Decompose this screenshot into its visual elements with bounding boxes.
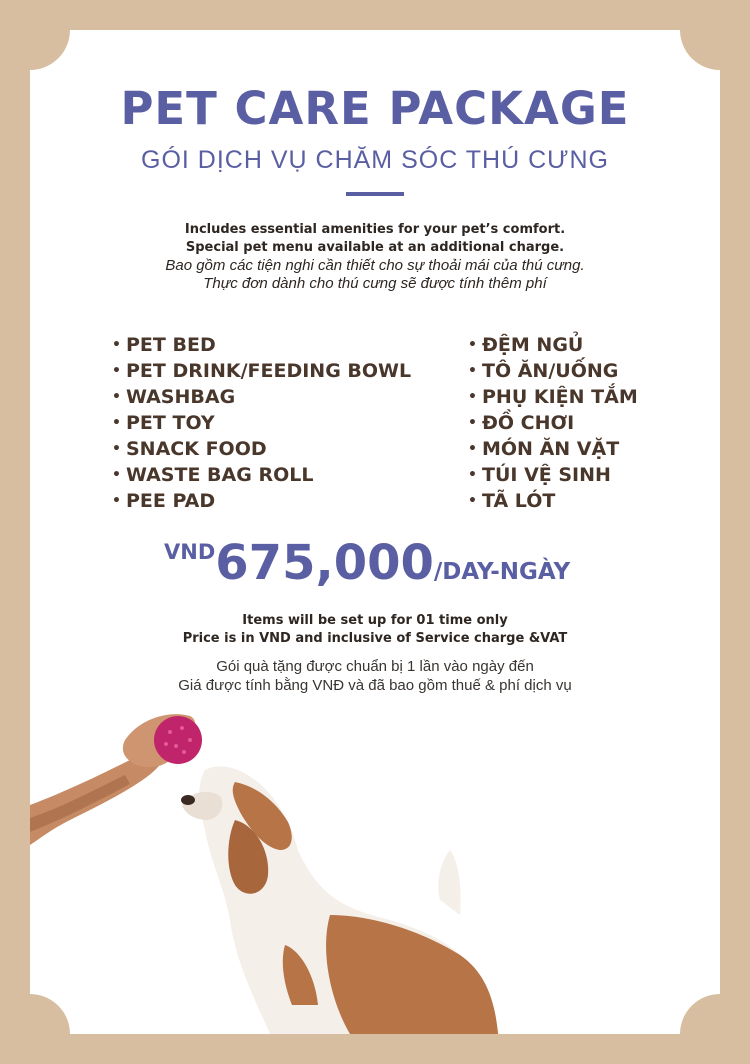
bullet-icon: • bbox=[112, 441, 121, 457]
note-line: Gói quà tặng được chuẩn bị 1 lần vào ngày đến bbox=[216, 658, 534, 675]
price-amount: 675,000 bbox=[215, 535, 434, 591]
intro-vi-line: Bao gồm các tiện nghi cần thiết cho sự thoải mái của thú cưng. bbox=[165, 257, 585, 274]
price-currency: VND bbox=[164, 540, 216, 564]
notes-vi bbox=[30, 657, 720, 695]
list-item bbox=[112, 384, 411, 410]
amenities-list-vi bbox=[468, 332, 638, 514]
bullet-icon: • bbox=[468, 441, 477, 457]
amenity-label: WASHBAG bbox=[126, 386, 236, 408]
amenity-label: ĐỒ CHƠI bbox=[482, 412, 575, 434]
note-line: Items will be set up for 01 time only bbox=[242, 613, 508, 628]
ball-icon bbox=[154, 716, 202, 764]
amenity-label: PET BED bbox=[126, 334, 216, 356]
bullet-icon: • bbox=[468, 493, 477, 509]
price-unit: /DAY-NGÀY bbox=[433, 559, 571, 585]
amenity-label: SNACK FOOD bbox=[126, 438, 267, 460]
bullet-icon: • bbox=[468, 337, 477, 353]
notes-en bbox=[30, 612, 720, 648]
amenity-label: TÚI VỆ SINH bbox=[482, 464, 611, 486]
page-title: PET CARE PACKAGE bbox=[120, 82, 630, 135]
amenity-label: PET TOY bbox=[126, 412, 215, 434]
list-item bbox=[112, 332, 411, 358]
title-divider bbox=[346, 192, 404, 196]
list-item bbox=[468, 358, 638, 384]
package-card bbox=[30, 30, 720, 1034]
amenity-label: MÓN ĂN VẶT bbox=[482, 438, 620, 460]
list-item bbox=[112, 462, 411, 488]
corner-notch bbox=[680, 30, 720, 70]
bullet-icon: • bbox=[112, 389, 121, 405]
bullet-icon: • bbox=[468, 363, 477, 379]
note-line: Price is in VND and inclusive of Service charge &VAT bbox=[182, 631, 568, 646]
list-item bbox=[468, 410, 638, 436]
bullet-icon: • bbox=[468, 415, 477, 431]
corner-notch bbox=[30, 30, 70, 70]
amenity-label: PHỤ KIỆN TẮM bbox=[482, 386, 638, 408]
list-item bbox=[468, 332, 638, 358]
price-display bbox=[164, 535, 570, 591]
amenity-label: WASTE BAG ROLL bbox=[126, 464, 314, 486]
amenity-label: TÔ ĂN/UỐNG bbox=[482, 360, 619, 382]
list-item bbox=[468, 462, 638, 488]
amenities-list-en bbox=[112, 332, 411, 514]
bullet-icon: • bbox=[112, 337, 121, 353]
list-item bbox=[468, 488, 638, 514]
bullet-icon: • bbox=[112, 415, 121, 431]
amenity-label: TÃ LÓT bbox=[482, 490, 556, 512]
amenity-label: ĐỆM NGỦ bbox=[482, 334, 584, 356]
list-item bbox=[112, 410, 411, 436]
intro-vi-line: Thực đơn dành cho thú cưng sẽ được tính thêm phí bbox=[203, 275, 547, 292]
page-subtitle: GÓI DỊCH VỤ CHĂM SÓC THÚ CƯNG bbox=[141, 146, 609, 174]
intro-en-line: Special pet menu available at an additional charge. bbox=[185, 240, 565, 255]
list-item bbox=[468, 384, 638, 410]
list-item bbox=[468, 436, 638, 462]
dog-with-ball-illustration bbox=[30, 700, 720, 1034]
bullet-icon: • bbox=[112, 363, 121, 379]
bullet-icon: • bbox=[112, 493, 121, 509]
intro-text bbox=[30, 221, 720, 293]
list-item bbox=[112, 488, 411, 514]
list-item bbox=[112, 358, 411, 384]
bullet-icon: • bbox=[112, 467, 121, 483]
note-line: Giá được tính bằng VNĐ và đã bao gồm thuế & phí dịch vụ bbox=[178, 677, 572, 694]
amenity-label: PEE PAD bbox=[126, 490, 216, 512]
list-item bbox=[112, 436, 411, 462]
amenity-label: PET DRINK/FEEDING BOWL bbox=[126, 360, 412, 382]
bullet-icon: • bbox=[468, 389, 477, 405]
bullet-icon: • bbox=[468, 467, 477, 483]
intro-en-line: Includes essential amenities for your pet’s comfort. bbox=[184, 222, 566, 237]
